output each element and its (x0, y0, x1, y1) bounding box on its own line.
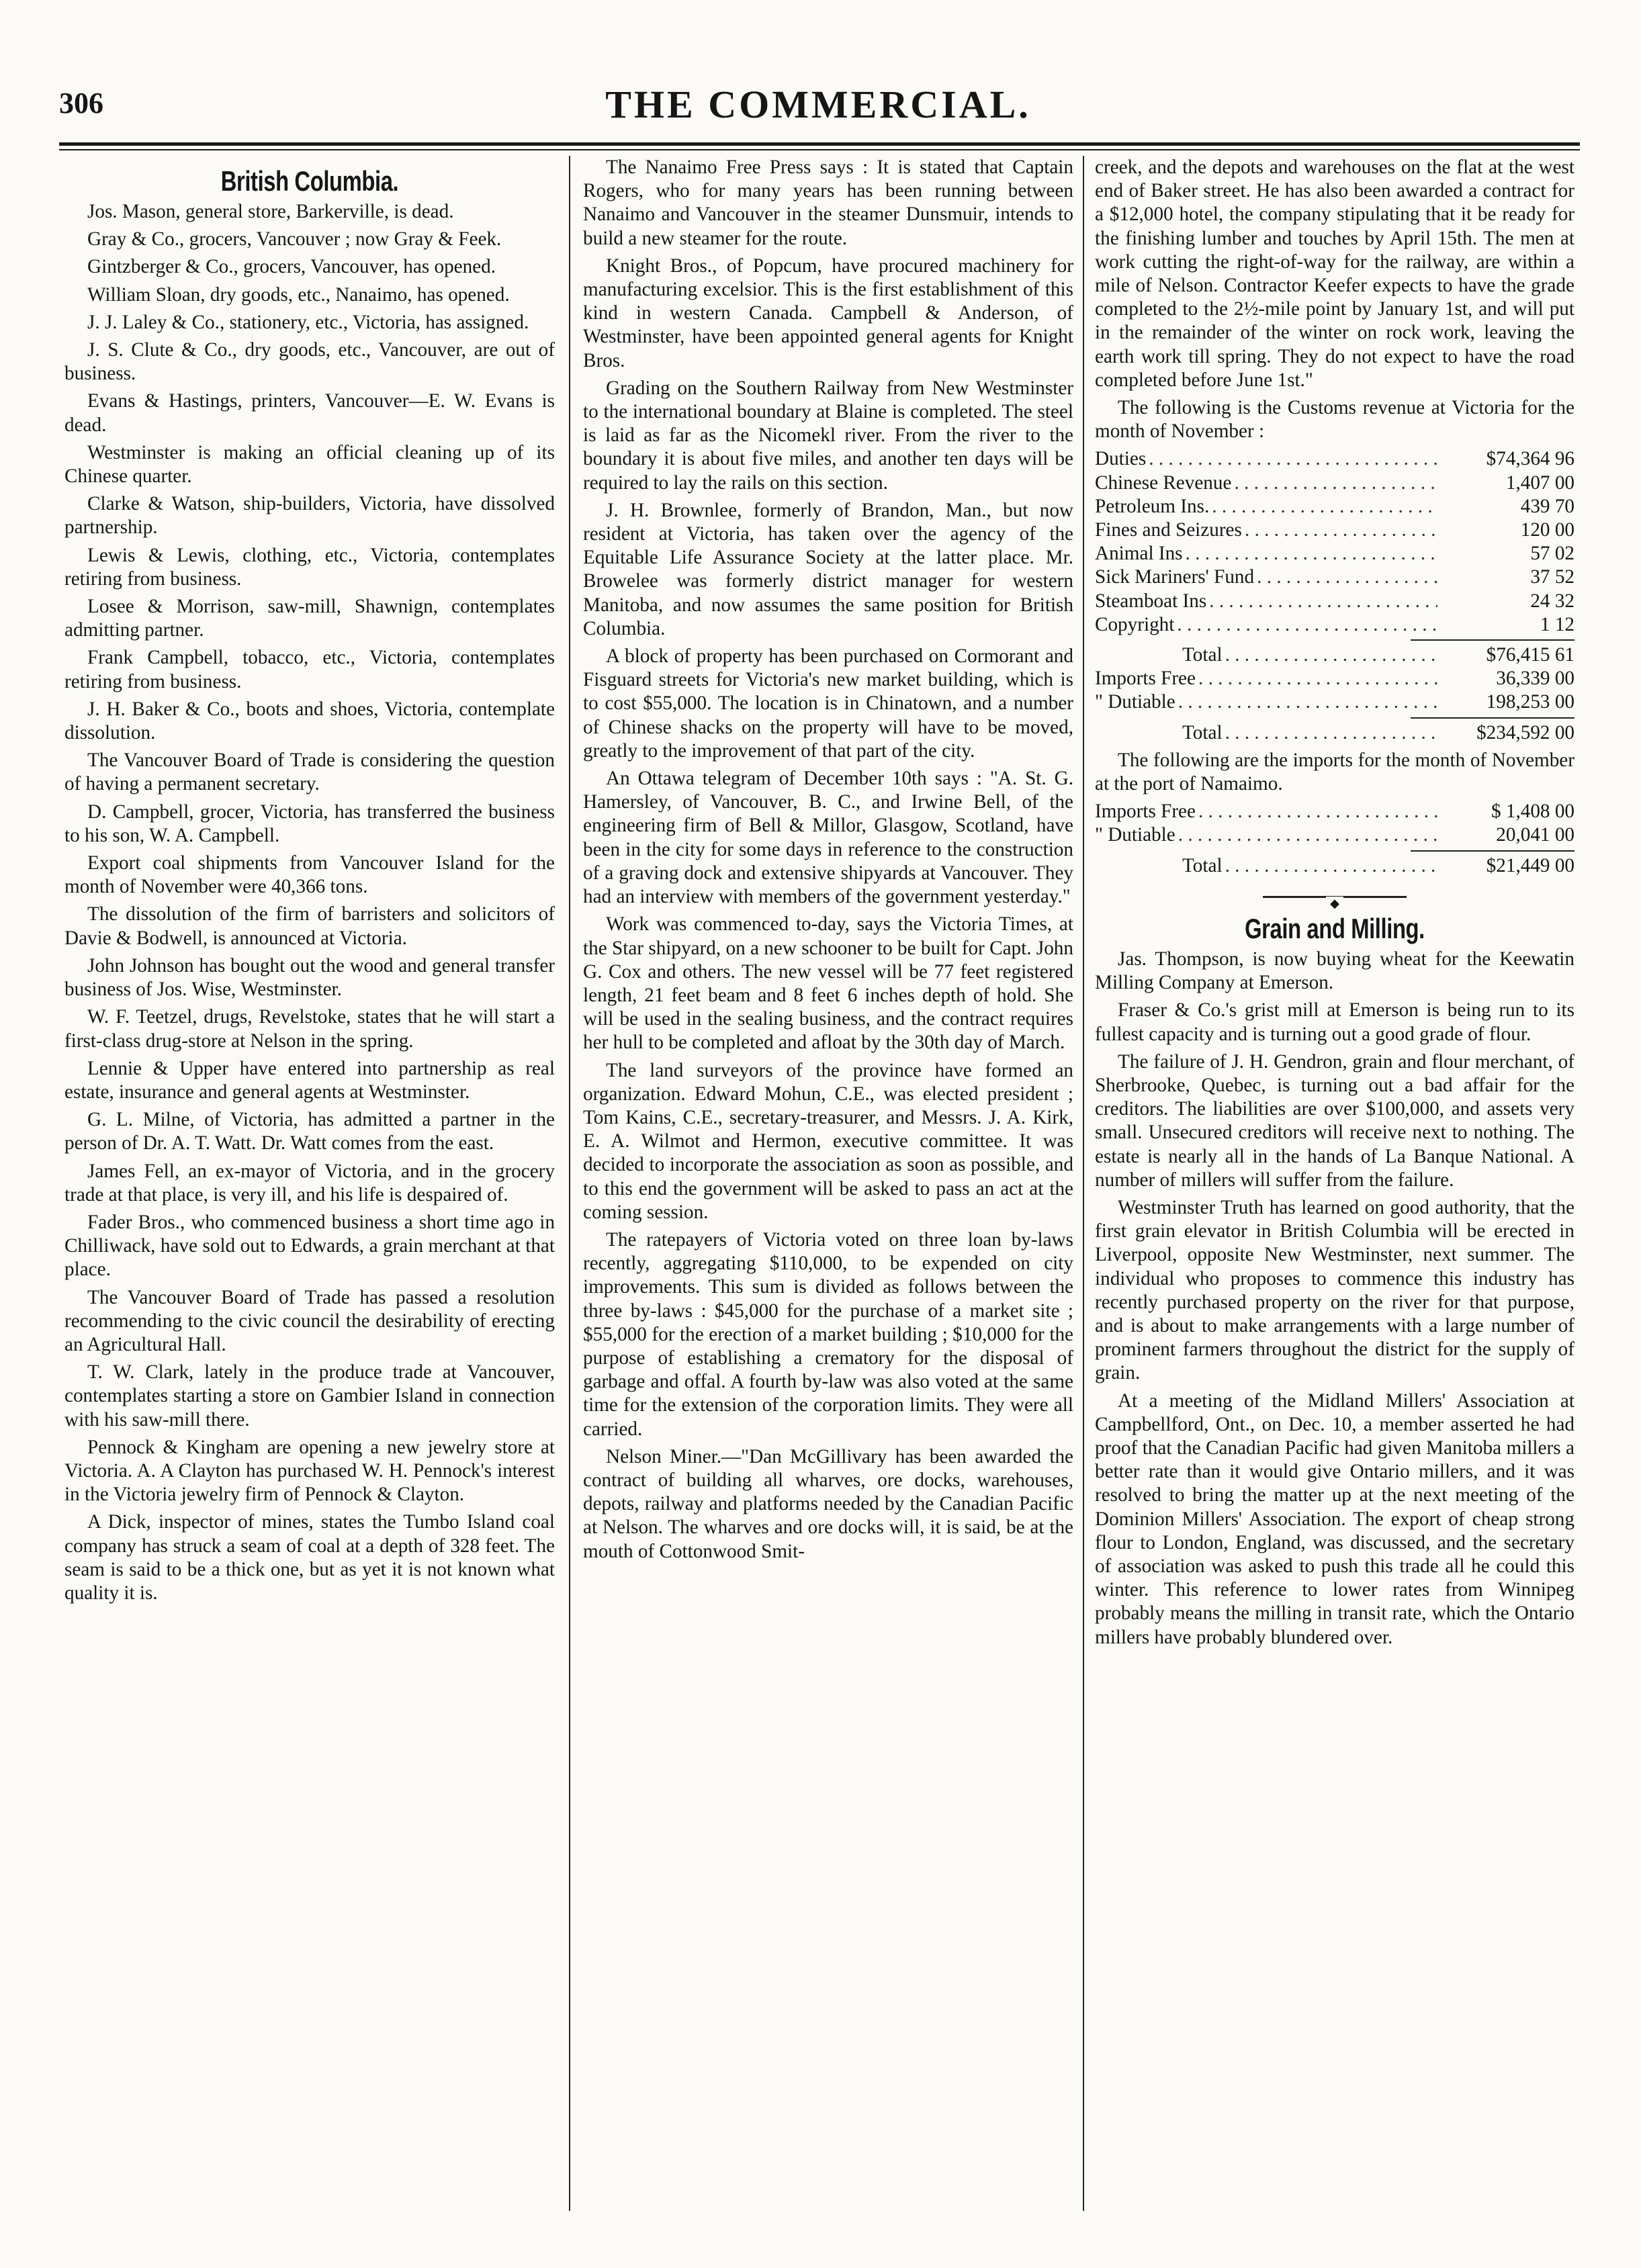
article-paragraph: Fraser & Co.'s grist mill at Emerson is being run to its fullest capacity and is turning out a good grade of flour. (1095, 999, 1575, 1045)
nanaimo-imports-table (1095, 800, 1575, 878)
customs-rows (1095, 447, 1575, 637)
row-amount: 36,339 00 (1496, 668, 1575, 690)
leader-dots (1178, 823, 1437, 847)
article-paragraph: Fader Bros., who commenced business a short time ago in Chilliwack, have sold out to Edwards, a grain merchant at that place. (64, 1211, 555, 1281)
article-paragraph: Westminster is making an official cleaning up of its Chinese quarter. (64, 441, 555, 488)
article-paragraph: Frank Campbell, tobacco, etc., Victoria, contemplates retiring from business. (64, 647, 555, 692)
table-row (1095, 613, 1575, 637)
row-label: Sick Mariners' Fund (1095, 566, 1255, 588)
row-amount: 37 52 (1530, 566, 1575, 588)
column-1 (64, 156, 555, 2211)
row-label: Total (1182, 644, 1223, 666)
article-paragraph: James Fell, an ex-mayor of Victoria, and in the grocery trade at that place, is very ill, and his life is despaired of. (64, 1160, 555, 1206)
leader-dots (1225, 643, 1437, 667)
leader-dots (1198, 667, 1437, 690)
article-paragraph: creek, and the depots and warehouses on the flat at the west end of Baker street. He has also been awarded a contract for a $12,000 hotel, the company stipulating that it be ready for the finishing lumber and touches by April 15th. The men at work cutting the right-of-way for the railway, are within a mile of Nelson. Contractor Keefer expects to have the grade completed to the 2½-mile point by January 1st, and will put in the remainder of the winter on rock work, leaving the earth work till spring. They do not expect to have the road completed before June 1st." (1095, 156, 1575, 391)
article-paragraph: J. H. Brownlee, formerly of Brandon, Man., but now resident at Victoria, has taken over the agency of the Equitable Life Assurance Society at the latter place. Mr. Browelee was formerly district manager for western Manitoba, and now assumes the same position for British Columbia. (583, 499, 1073, 639)
article-paragraph: Export coal shipments from Vancouver Island for the month of November were 40,366 tons. (64, 852, 555, 898)
column-2 (583, 156, 1073, 2211)
row-label: Petroleum Ins. (1095, 495, 1210, 517)
section-title-grain-and-milling: Grain and Milling. (1245, 912, 1425, 944)
article-paragraph: Jas. Thompson, is now buying wheat for the Keewatin Milling Company at Emerson. (1095, 948, 1575, 994)
row-label: Chinese Revenue (1095, 471, 1232, 494)
row-amount: 57 02 (1530, 543, 1575, 565)
nanaimo-intro: The following are the imports for the month of November at the port of Namaimo. (1095, 749, 1575, 795)
article-paragraph: An Ottawa telegram of December 10th says : "A. St. G. Hamersley, of Vancouver, B. C., and Irwine Bell, of the engineering firm of Bell & Millor, Glasgow, Scotland, have been in the city for some days in reference to the construction of a graving dock and extensive shipyards at Vancouver. They had an interview with members of the government yesterday." (583, 768, 1073, 908)
ornament-diamond-icon: ◆ (1326, 897, 1343, 910)
row-label: Animal Ins (1095, 543, 1183, 565)
leader-dots (1198, 800, 1437, 823)
row-label: Imports Free (1095, 668, 1196, 690)
row-amount: 1,407 00 (1505, 471, 1575, 494)
row-amount: $21,449 00 (1486, 854, 1575, 876)
article-paragraph: Gintzberger & Co., grocers, Vancouver, has opened. (87, 256, 496, 278)
sum-rule (1411, 850, 1575, 852)
row-label: " Dutiable (1095, 824, 1176, 846)
column-3 (1095, 156, 1575, 2211)
column-divider (569, 156, 570, 2211)
table-row (1095, 667, 1575, 690)
article-paragraph: W. F. Teetzel, drugs, Revelstoke, states that he will start a first-class drug-store at Nelson in the spring. (64, 1006, 555, 1052)
article-paragraph: John Johnson has bought out the wood and general transfer business of Jos. Wise, Westminster. (64, 954, 555, 1001)
leader-dots (1245, 518, 1437, 542)
leader-dots (1225, 854, 1437, 878)
row-amount: $ 1,408 00 (1491, 801, 1575, 823)
column-divider (1083, 156, 1084, 2211)
row-label: Total (1182, 721, 1223, 743)
article-paragraph: Lewis & Lewis, clothing, etc., Victoria, contemplates retiring from business. (64, 544, 555, 590)
customs-total-row (1095, 643, 1575, 667)
table-row (1095, 447, 1575, 471)
article-paragraph: A block of property has been purchased on Cormorant and Fisguard streets for Victoria's new market building, which is to cost $55,000. The location is in Chinatown, and a number of Chinese shacks on the property will have to be moved, greatly to the improvement of that part of the city. (583, 645, 1073, 762)
article-paragraph: The ratepayers of Victoria voted on three loan by-laws recently, aggregating $110,000, to be expended on city improvements. This sum is divided as follows between the three by-laws : $45,000 for the purchase of a market site ; $55,000 for the erection of a market building ; $10,000 for the purpose of establishing a crematory for the disposal of garbage and offal. A fourth by-law was also voted at the same time for the extension of the corporation limits. They were all carried. (583, 1228, 1073, 1440)
row-amount: 120 00 (1520, 519, 1575, 541)
column-2-articles (583, 156, 1073, 1563)
article-paragraph: G. L. Milne, of Victoria, has admitted a partner in the person of Dr. A. T. Watt. Dr. Watt comes from the east. (64, 1109, 555, 1154)
leader-dots (1257, 565, 1437, 589)
article-paragraph: T. W. Clark, lately in the produce trade at Vancouver, contemplates starting a store on Gambier Island in connection with his saw-mill there. (64, 1361, 555, 1431)
leader-dots (1234, 471, 1437, 495)
article-paragraph: William Sloan, dry goods, etc., Nanaimo, has opened. (87, 283, 510, 306)
table-row (1095, 518, 1575, 542)
nanaimo-rows (1095, 800, 1575, 847)
header-rule-thin (59, 149, 1580, 150)
leader-dots (1212, 495, 1437, 518)
table-row (1095, 495, 1575, 518)
article-paragraph: D. Campbell, grocer, Victoria, has transferred the business to his son, W. A. Campbell. (64, 801, 555, 846)
leader-dots (1209, 590, 1437, 613)
article-paragraph: The Vancouver Board of Trade has passed a resolution recommending to the civic council the desirability of erecting an Agricultural Hall. (64, 1286, 555, 1355)
article-paragraph: Evans & Hastings, printers, Vancouver—E. W. Evans is dead. (64, 390, 555, 436)
table-row (1095, 800, 1575, 823)
table-row (1095, 565, 1575, 589)
row-amount: $234,592 00 (1476, 721, 1575, 743)
customs-import-rows (1095, 667, 1575, 714)
article-paragraph: The failure of J. H. Gendron, grain and flour merchant, of Sherbrooke, Quebec, is turning out a bad affair for the creditors. The liabilities are over $100,000, and assets very small. Unsecured creditors will receive next to nothing. The estate is nearly all in the hands of La Banque National. A number of millers will suffer from the failure. (1095, 1050, 1575, 1191)
row-amount: 1 12 (1540, 613, 1575, 635)
row-amount: 20,041 00 (1496, 824, 1575, 846)
column-1-articles (64, 200, 555, 1605)
article-paragraph: Pennock & Kingham are opening a new jewelry store at Victoria. A. A Clayton has purchased W. H. Pennock's interest in the Victoria jewelry firm of Pennock & Clayton. (64, 1436, 555, 1506)
header-rule (59, 142, 1580, 146)
masthead: THE COMMERCIAL. (605, 83, 1031, 126)
article-paragraph: Jos. Mason, general store, Barkerville, is dead. (87, 201, 454, 222)
page-number: 306 (59, 87, 103, 120)
article-paragraph: J. S. Clute & Co., dry goods, etc., Vancouver, are out of business. (64, 339, 555, 385)
sum-rule (1411, 639, 1575, 641)
article-paragraph: A Dick, inspector of mines, states the Tumbo Island coal company has struck a seam of coal at a depth of 328 feet. The seam is said to be a thick one, but as yet it is not known what quality it is. (64, 1511, 555, 1604)
article-paragraph: The Nanaimo Free Press says : It is stated that Captain Rogers, who for many years has been running between Nanaimo and Vancouver in the steamer Dunsmuir, intends to build a new steamer for the route. (583, 156, 1073, 249)
article-paragraph: Knight Bros., of Popcum, have procured machinery for manufacturing excelsior. This is the first establishment of this kind in western Canada. Campbell & Anderson, of Westminster, have been appointed general agents for Knight Bros. (583, 255, 1073, 371)
sum-rule (1411, 717, 1575, 719)
leader-dots (1186, 542, 1437, 565)
row-amount: 198,253 00 (1486, 691, 1575, 713)
page-header (59, 82, 1577, 136)
leader-dots (1178, 690, 1437, 714)
nanaimo-total-row (1095, 854, 1575, 878)
article-paragraph: Gray & Co., grocers, Vancouver ; now Gray & Feek. (87, 228, 502, 251)
article-paragraph: Lennie & Upper have entered into partnership as real estate, insurance and general agents at Westminster. (64, 1057, 555, 1103)
leader-dots (1149, 447, 1437, 471)
article-paragraph: J. J. Laley & Co., stationery, etc., Victoria, has assigned. (87, 311, 529, 333)
row-label: Duties (1095, 448, 1147, 470)
row-label: " Dutiable (1095, 691, 1176, 713)
table-row (1095, 471, 1575, 495)
article-paragraph: Grading on the Southern Railway from New Westminster to the international boundary at Blaine is completed. The steel is laid as far as the Nicomekl river. From the river to the boundary it is about five miles, and another ten days will be required to lay the rails on this section. (583, 377, 1073, 494)
article-paragraph: J. H. Baker & Co., boots and shoes, Victoria, contemplate dissolution. (64, 698, 555, 744)
leader-dots (1177, 613, 1437, 637)
article-paragraph: Nelson Miner.—"Dan McGillivary has been awarded the contract of building all wharves, ore docks, warehouses, depots, railway and platforms needed by the Canadian Pacific at Nelson. The wharves and ore docks will, it is said, be at the mouth of Cottonwood Smit- (583, 1445, 1073, 1562)
row-label: Fines and Seizures (1095, 519, 1242, 541)
leader-dots (1225, 721, 1437, 745)
table-row (1095, 690, 1575, 714)
article-paragraph: Clarke & Watson, ship-builders, Victoria, have dissolved partnership. (64, 493, 555, 539)
article-paragraph: The Vancouver Board of Trade is considering the question of having a permanent secretary. (64, 750, 555, 795)
customs-grand-total-row (1095, 721, 1575, 745)
table-row (1095, 823, 1575, 847)
grain-articles (1095, 948, 1575, 1649)
row-label: Total (1182, 854, 1223, 876)
row-amount: 439 70 (1520, 495, 1575, 517)
article-paragraph: The land surveyors of the province have formed an organization. Edward Mohun, C.E., was elected president ; Tom Kains, C.E., secretary-treasurer, and Messrs. J. A. Kirk, E. A. Wilmot and Hermon, executive committee. It was decided to incorporate the association as soon as possible, and to this end the government will be asked to pass an act at the coming session. (583, 1059, 1073, 1223)
row-amount: 24 32 (1530, 590, 1575, 612)
article-paragraph: Losee & Morrison, saw-mill, Shawnign, contemplates admitting partner. (64, 596, 555, 641)
row-amount: $76,415 61 (1486, 644, 1575, 666)
row-label: Steamboat Ins (1095, 590, 1207, 612)
article-paragraph: Westminster Truth has learned on good authority, that the first grain elevator in British Columbia will be erected in Liverpool, opposite New Westminster, next summer. The individual who proposes to commence this industry has recently purchased property on the river for that purpose, and is about to make arrangements with a large number of prominent farmers throughout the district for the supply of grain. (1095, 1196, 1575, 1384)
row-label: Imports Free (1095, 801, 1196, 823)
table-row (1095, 542, 1575, 565)
row-label: Copyright (1095, 613, 1175, 635)
section-title-british-columbia: British Columbia. (220, 165, 399, 197)
row-amount: $74,364 96 (1486, 448, 1575, 470)
customs-intro: The following is the Customs revenue at Victoria for the month of November : (1095, 397, 1575, 443)
article-paragraph: At a meeting of the Midland Millers' Association at Campbellford, Ont., on Dec. 10, a member asserted he had proof that the Canadian Pacific had given Manitoba millers a better rate than it would give Ontario millers, and it was resolved to bring the matter up at the next meeting of the Dominion Millers' Association. The export of cheap strong flour to London, England, was discussed, and the secretary of association was asked to push this trade all he could this winter. This reference to lower rates from Winnipeg probably means the milling in transit rate, which the Ontario millers have probably blundered over. (1095, 1390, 1575, 1648)
section-ornament (1095, 890, 1575, 910)
article-paragraph: Work was commenced to-day, says the Victoria Times, at the Star shipyard, on a new schooner to be built for Capt. John G. Cox and others. The new vessel will be 77 feet registered length, 21 feet beam and 8 feet 6 inches depth of hold. She will be used in the sealing business, and the contract requires her hull to be completed and afloat by the 30th day of March. (583, 913, 1073, 1054)
table-row (1095, 590, 1575, 613)
article-paragraph: The dissolution of the firm of barristers and solicitors of Davie & Bodwell, is announced at Victoria. (64, 903, 555, 949)
customs-revenue-table (1095, 447, 1575, 744)
